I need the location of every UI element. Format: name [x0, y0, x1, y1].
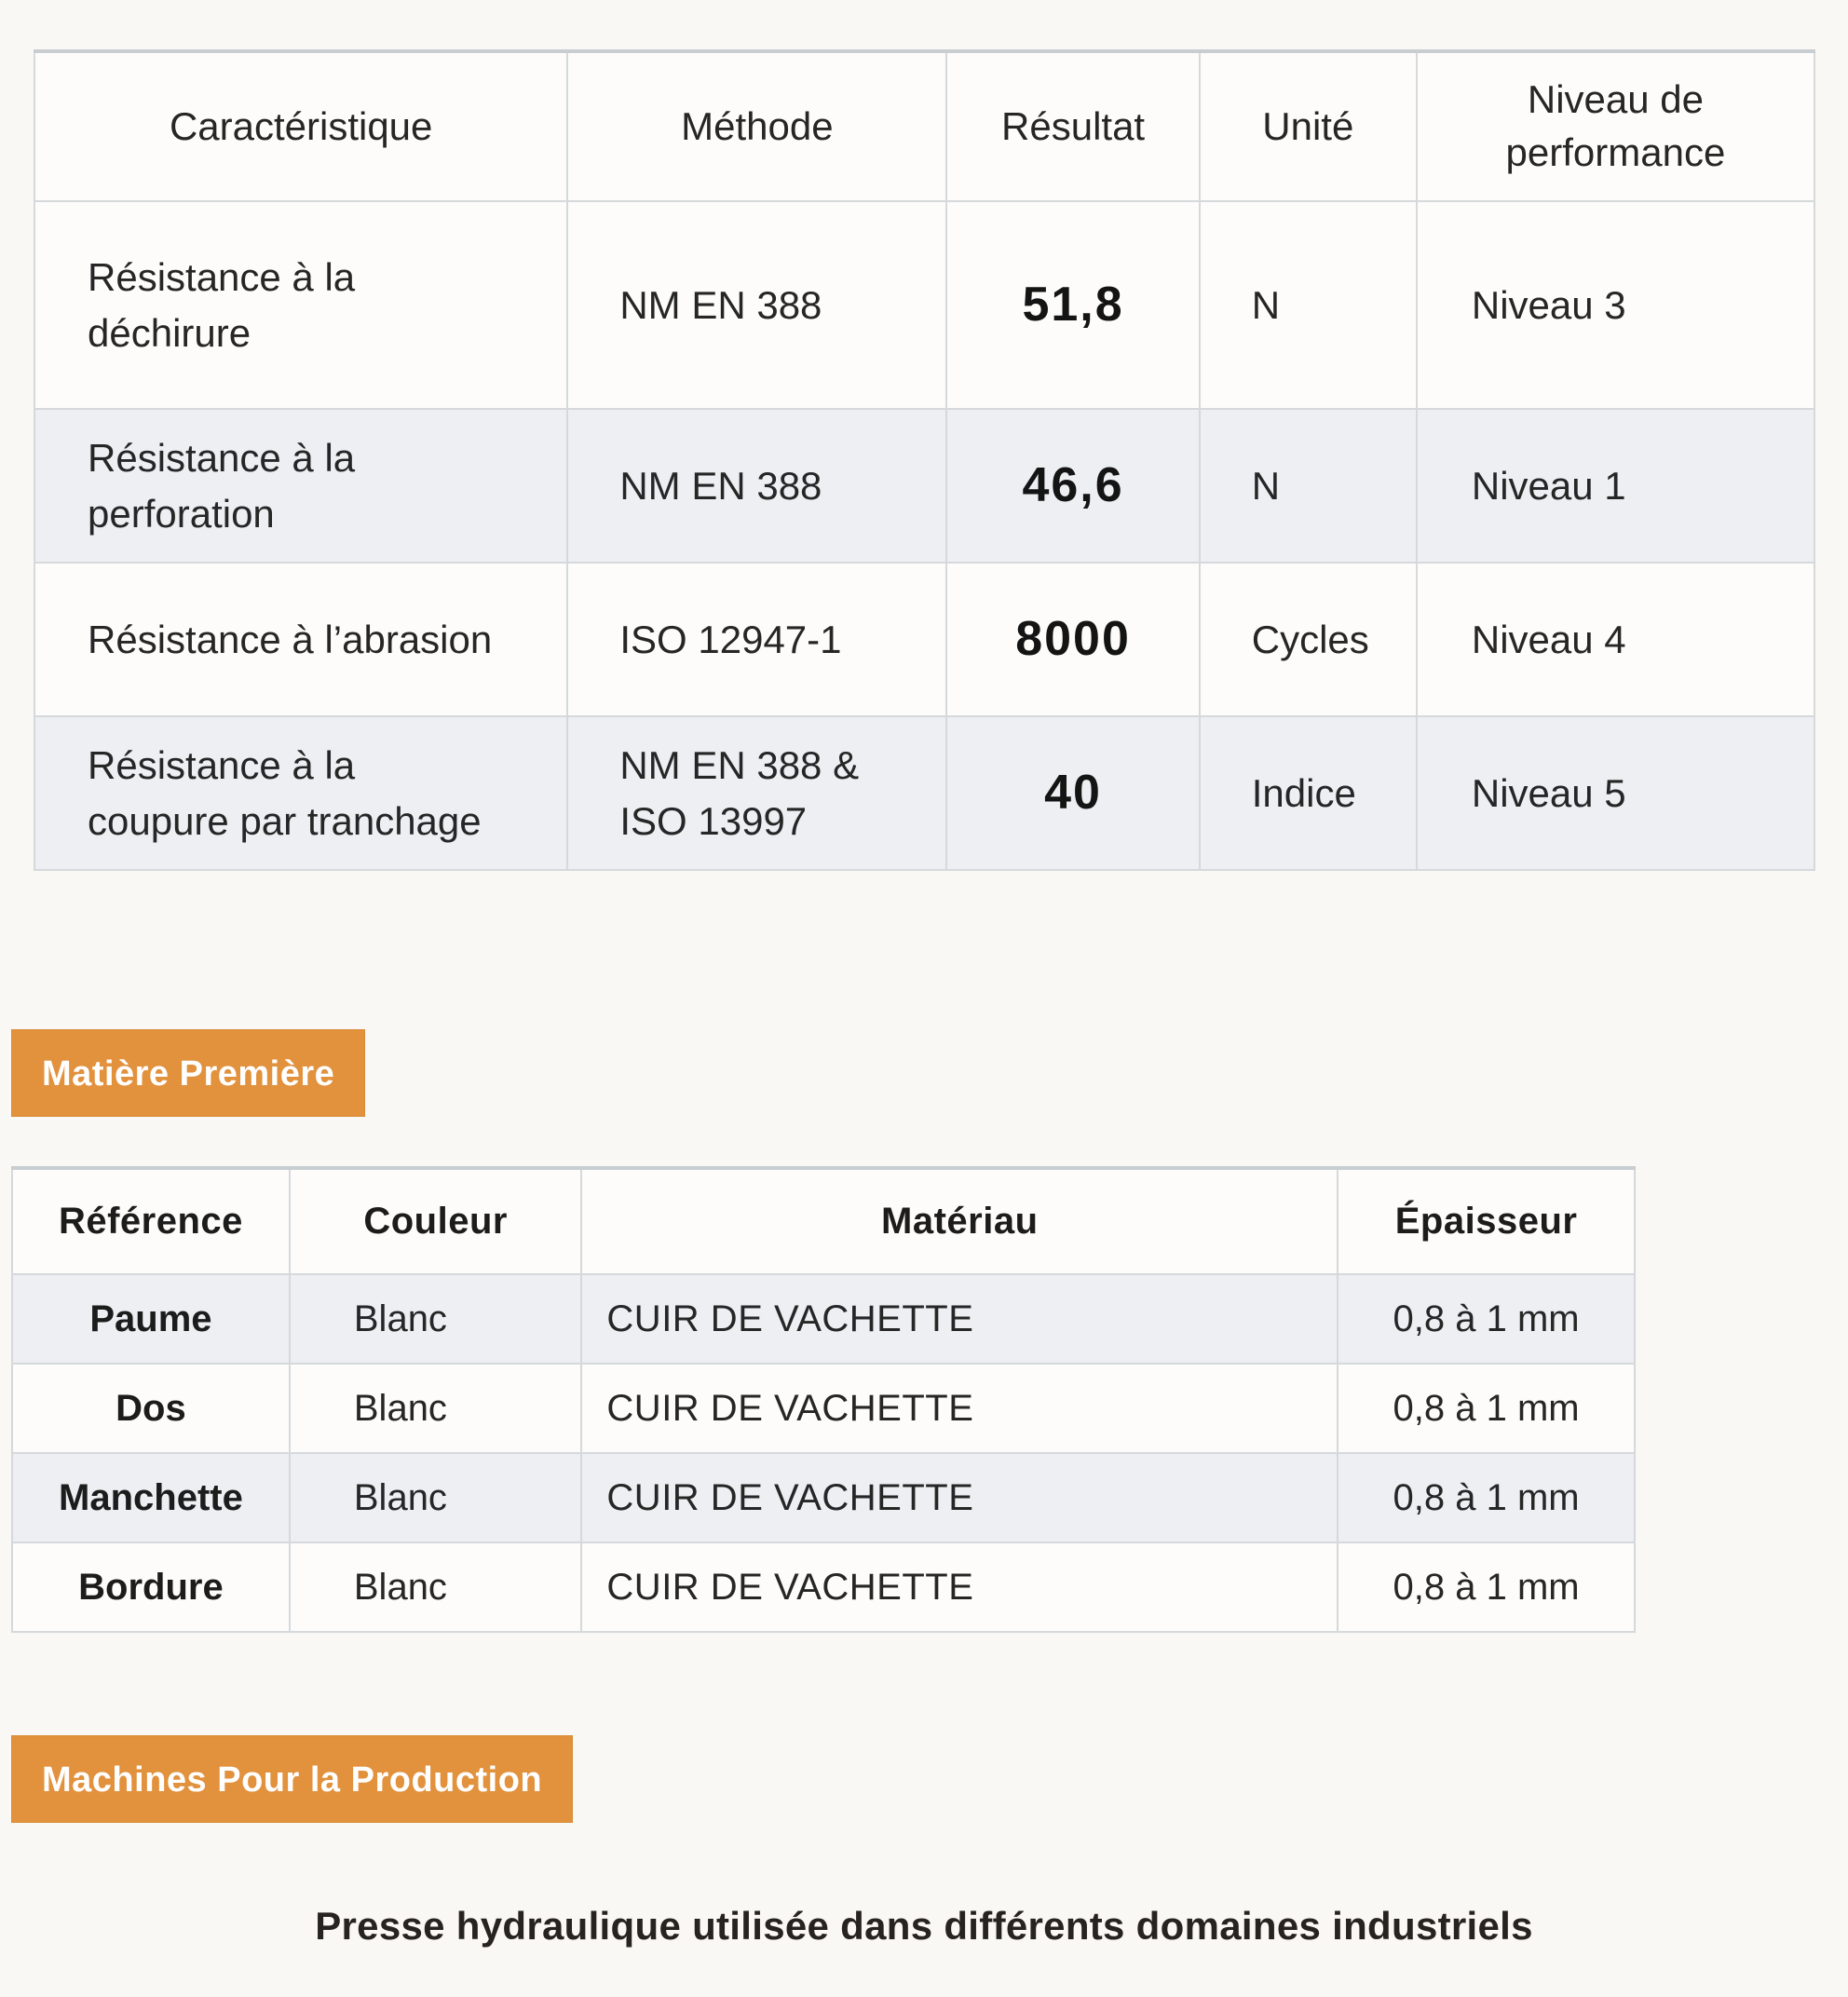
col-header-niveau: Niveau de performance	[1417, 51, 1814, 201]
performance-table	[34, 49, 1815, 871]
col-header-resultat: Résultat	[946, 51, 1199, 201]
cell-niveau: Niveau 1	[1417, 409, 1814, 563]
machine-caption: Presse hydraulique utilisée dans différents domaines industriels	[315, 1904, 1533, 1948]
cell-materiau: CUIR DE VACHETTE	[581, 1364, 1338, 1453]
col-header-materiau: Matériau	[581, 1168, 1338, 1274]
cell-reference: Bordure	[12, 1542, 290, 1632]
cell-unite: N	[1200, 409, 1417, 563]
table-row	[12, 1542, 1635, 1632]
cell-materiau: CUIR DE VACHETTE	[581, 1542, 1338, 1632]
cell-materiau: CUIR DE VACHETTE	[581, 1453, 1338, 1542]
cell-niveau: Niveau 3	[1417, 201, 1814, 409]
cell-caracteristique: Résistance à la déchirure	[34, 201, 567, 409]
matiere-premiere-badge: Matière Première	[11, 1029, 365, 1117]
table-row	[12, 1364, 1635, 1453]
table-row	[34, 563, 1814, 716]
table-row	[12, 1274, 1635, 1364]
cell-niveau: Niveau 5	[1417, 716, 1814, 870]
cell-materiau: CUIR DE VACHETTE	[581, 1274, 1338, 1364]
matiere-table-header-row	[12, 1168, 1635, 1274]
cell-methode: NM EN 388	[567, 409, 946, 563]
cell-epaisseur: 0,8 à 1 mm	[1338, 1453, 1635, 1542]
cell-epaisseur: 0,8 à 1 mm	[1338, 1274, 1635, 1364]
cell-resultat: 46,6	[946, 409, 1199, 563]
cell-unite: N	[1200, 201, 1417, 409]
col-header-reference: Référence	[12, 1168, 290, 1274]
cell-resultat: 8000	[946, 563, 1199, 716]
cell-couleur: Blanc	[290, 1453, 582, 1542]
cell-niveau: Niveau 4	[1417, 563, 1814, 716]
performance-table-header-row	[34, 51, 1814, 201]
table-row	[34, 716, 1814, 870]
cell-reference: Dos	[12, 1364, 290, 1453]
matiere-premiere-table	[11, 1166, 1636, 1633]
cell-epaisseur: 0,8 à 1 mm	[1338, 1542, 1635, 1632]
cell-methode: NM EN 388	[567, 201, 946, 409]
cell-couleur: Blanc	[290, 1542, 582, 1632]
col-header-couleur: Couleur	[290, 1168, 582, 1274]
cell-caracteristique: Résistance à l’abrasion	[34, 563, 567, 716]
cell-unite: Indice	[1200, 716, 1417, 870]
cell-caracteristique: Résistance à la perforation	[34, 409, 567, 563]
cell-couleur: Blanc	[290, 1274, 582, 1364]
cell-reference: Paume	[12, 1274, 290, 1364]
table-row	[34, 201, 1814, 409]
machines-production-badge: Machines Pour la Production	[11, 1735, 573, 1823]
cell-couleur: Blanc	[290, 1364, 582, 1453]
col-header-epaisseur: Épaisseur	[1338, 1168, 1635, 1274]
table-row	[34, 409, 1814, 563]
cell-epaisseur: 0,8 à 1 mm	[1338, 1364, 1635, 1453]
cell-methode: ISO 12947-1	[567, 563, 946, 716]
cell-resultat: 40	[946, 716, 1199, 870]
table-row	[12, 1453, 1635, 1542]
cell-methode: NM EN 388 & ISO 13997	[567, 716, 946, 870]
cell-resultat: 51,8	[946, 201, 1199, 409]
cell-unite: Cycles	[1200, 563, 1417, 716]
cell-reference: Manchette	[12, 1453, 290, 1542]
col-header-unite: Unité	[1200, 51, 1417, 201]
cell-caracteristique: Résistance à la coupure par tranchage	[34, 716, 567, 870]
col-header-methode: Méthode	[567, 51, 946, 201]
col-header-caracteristique: Caractéristique	[34, 51, 567, 201]
